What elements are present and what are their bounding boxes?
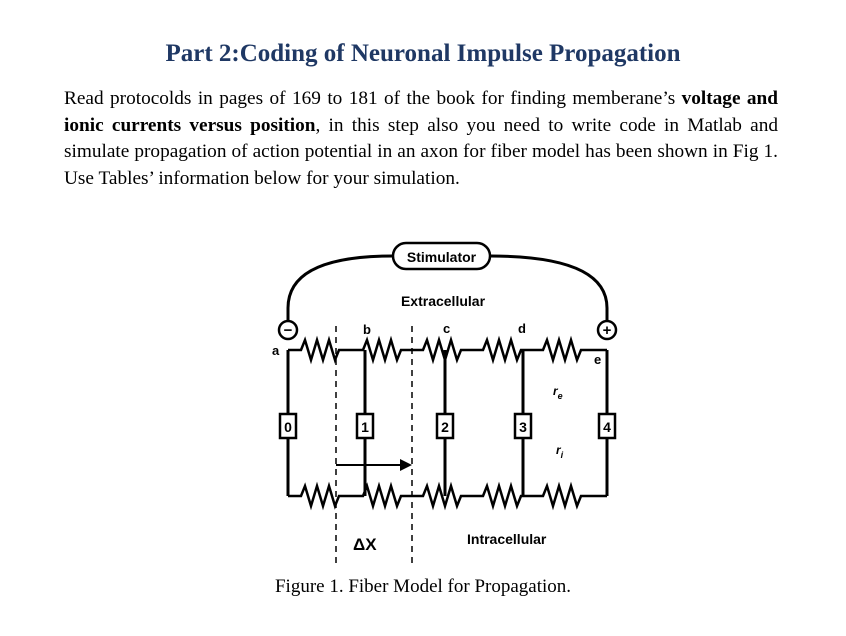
- compartment-label-0: 0: [284, 419, 292, 435]
- extracellular-resistance-label: $r_e$: [553, 384, 563, 401]
- fiber-model-diagram: [255, 238, 625, 568]
- instructions-paragraph: [64, 86, 778, 192]
- stimulator-label: Stimulator: [406, 249, 477, 265]
- node-label-d: d: [518, 321, 526, 336]
- section-title: Part 2:Coding of Neuronal Impulse Propagation: [165, 40, 681, 67]
- stimulator-wire-left: [288, 256, 393, 328]
- delta-x-label: ΔX: [353, 535, 377, 554]
- paragraph-text-2: , in this step also you need to write code in Matlab and simulate propagation of action potential in an axon for fiber model has been shown in Fig 1. Use Tables’ information below for your simulation.: [64, 114, 778, 189]
- node-label-a: a: [272, 343, 280, 358]
- node-label-e: e: [594, 352, 602, 367]
- compartment-label-4: 4: [603, 419, 611, 435]
- dashed-guides: [336, 326, 412, 568]
- negative-electrode-sign: −: [283, 322, 293, 339]
- compartment-label-2: 2: [441, 419, 449, 435]
- propagation-arrowhead-icon: [400, 459, 412, 471]
- intracellular-resistance-label: $r_i$: [556, 443, 564, 460]
- paragraph-text-1: Read protocolds in pages of 169 to 181 of the book for finding memberane’s: [64, 88, 682, 109]
- compartment-label-3: 3: [519, 419, 527, 435]
- extracellular-label: Extracellular: [400, 293, 486, 309]
- compartment-label-1: 1: [361, 419, 369, 435]
- positive-electrode-sign: +: [602, 322, 612, 339]
- stimulator-wire-right: [490, 256, 607, 328]
- fiber-model-figure: [255, 238, 625, 568]
- figure-caption: Figure 1. Fiber Model for Propagation.: [274, 576, 572, 597]
- node-label-b: b: [363, 322, 371, 337]
- paragraph-bold-text: voltage and ionic currents versus position: [64, 88, 778, 136]
- node-label-c: c: [443, 321, 451, 336]
- intracellular-label: Intracellular: [467, 531, 547, 547]
